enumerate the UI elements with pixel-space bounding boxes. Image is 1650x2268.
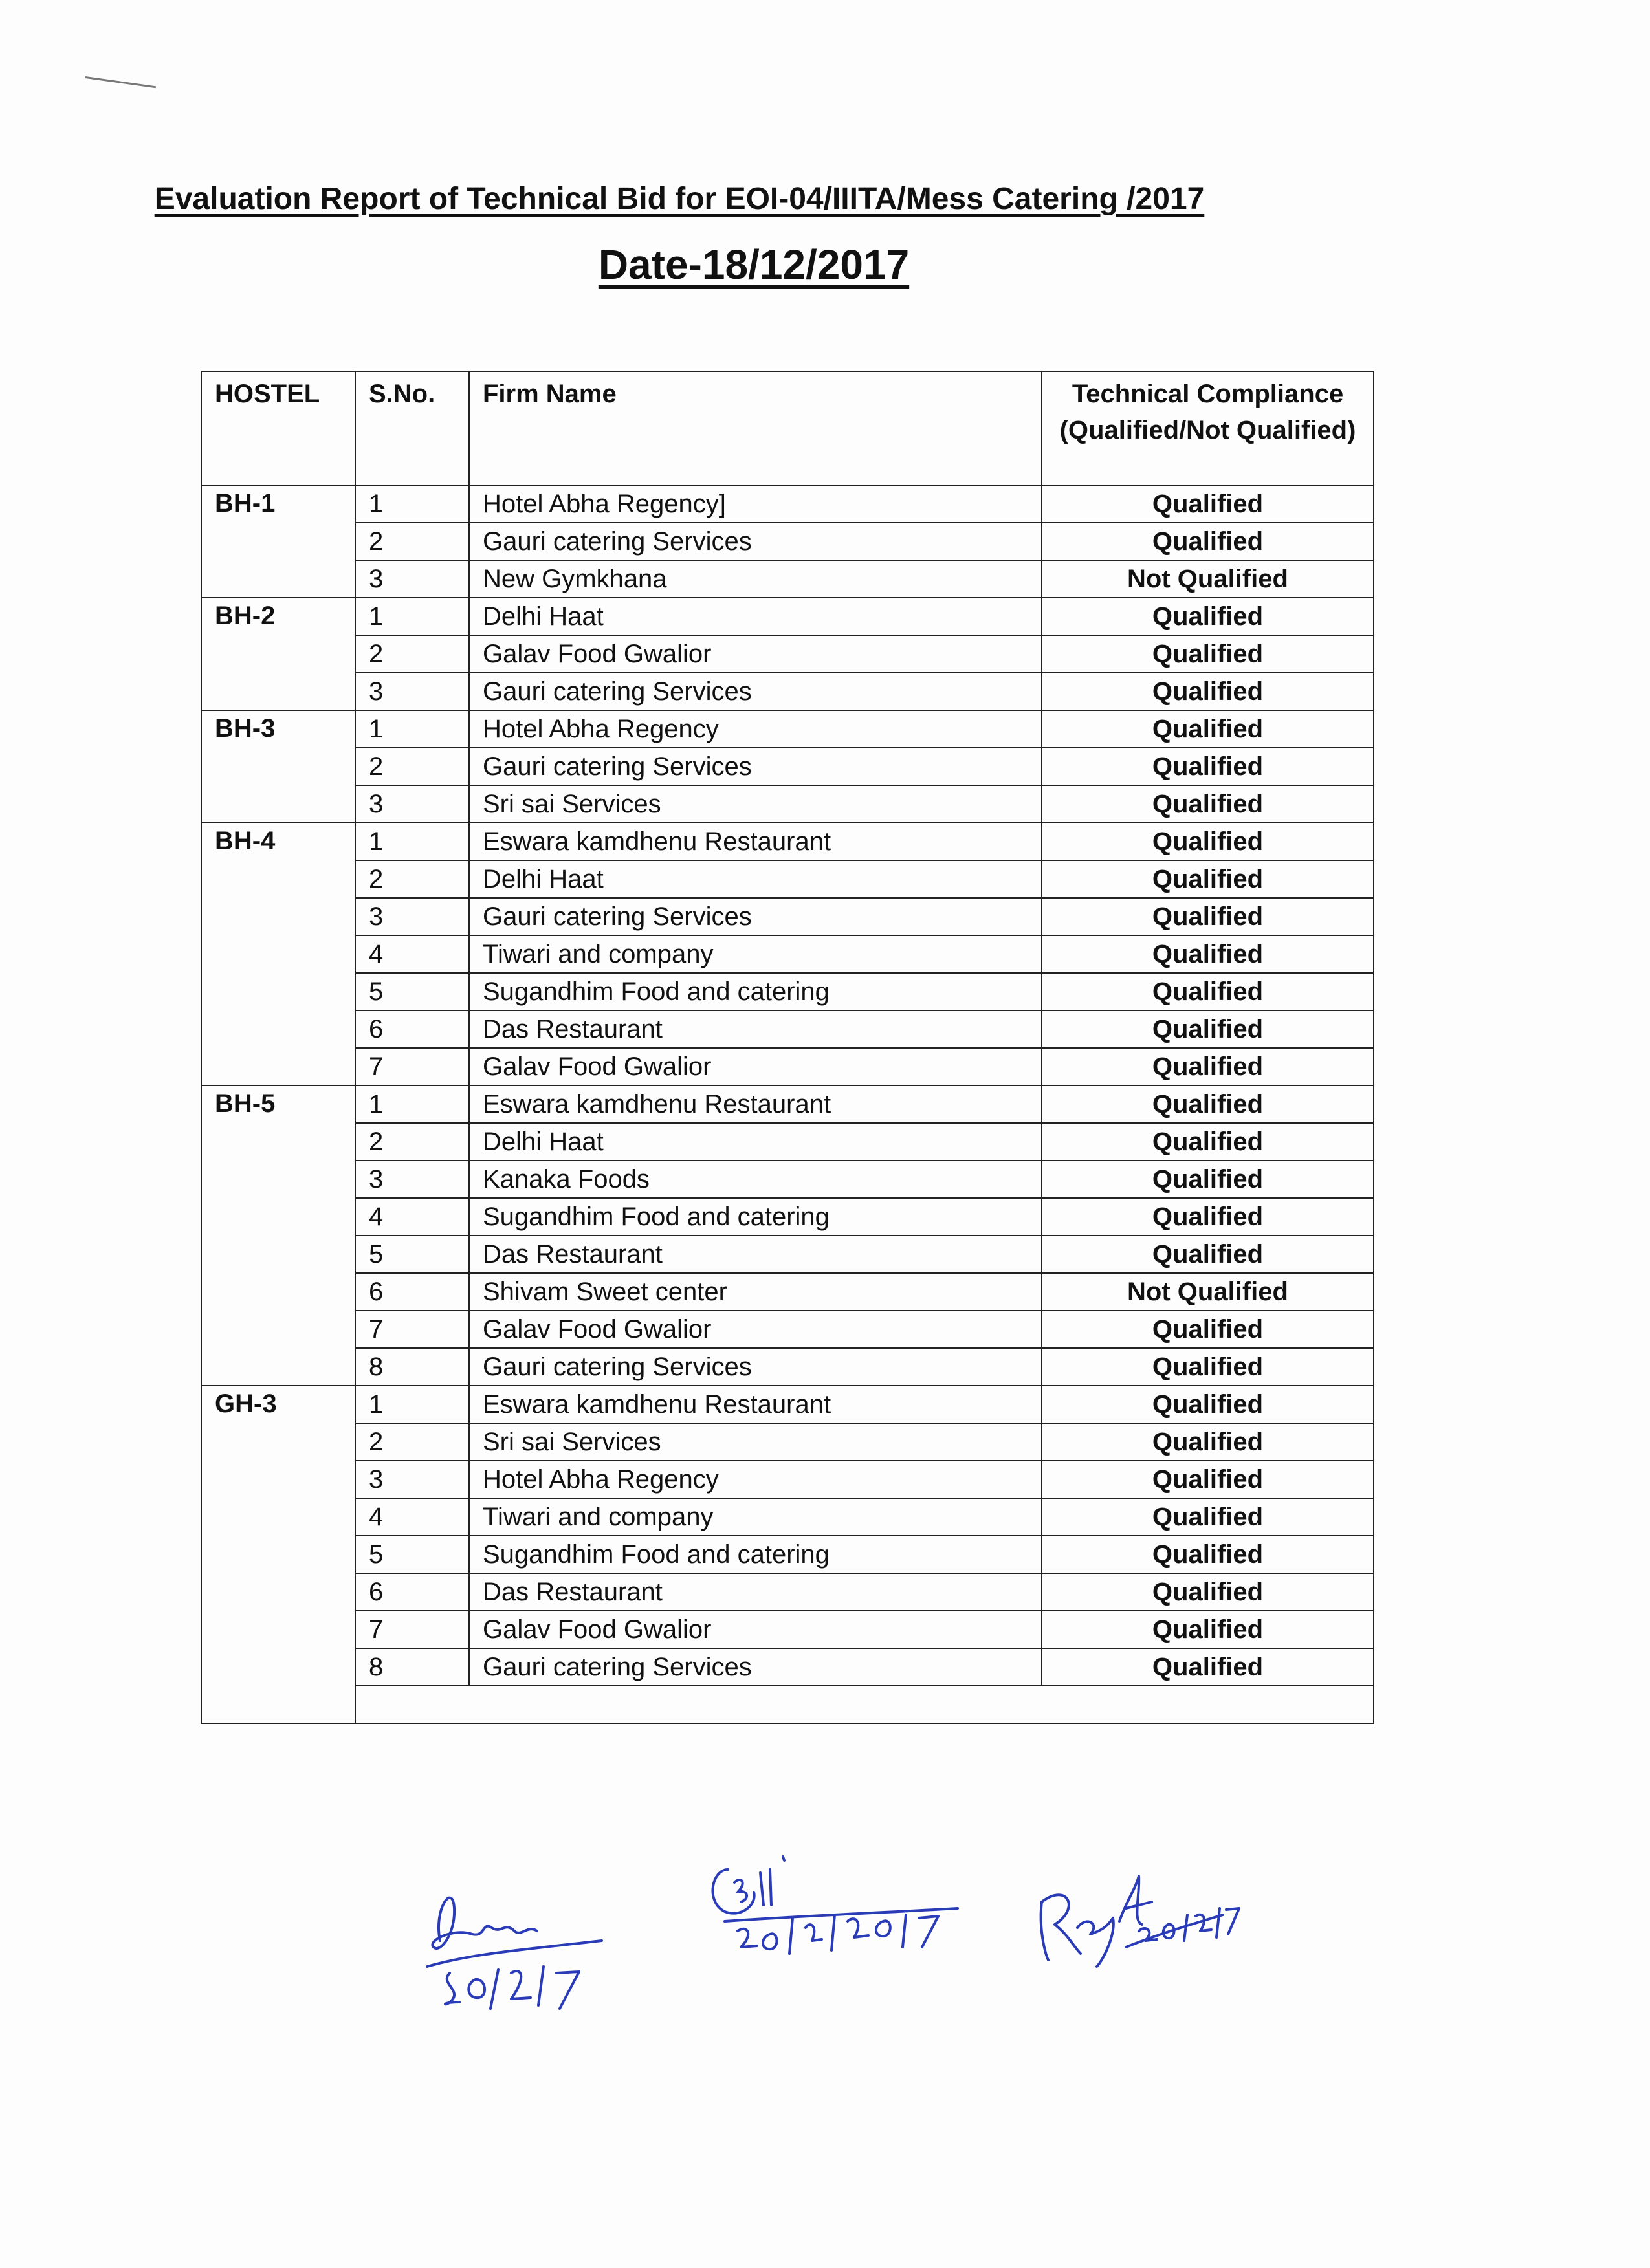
compliance-cell: Qualified [1042,673,1374,710]
sno-cell: 8 [355,1648,469,1686]
compliance-cell: Qualified [1042,935,1374,973]
firm-name-cell: Galav Food Gwalior [469,1048,1042,1085]
firm-name-cell: Kanaka Foods [469,1161,1042,1198]
sno-cell: 3 [355,1461,469,1498]
table-row [201,1648,1374,1686]
compliance-cell: Qualified [1042,1198,1374,1236]
table-row [201,1573,1374,1611]
table-row [201,1611,1374,1648]
firm-name-cell: Shivam Sweet center [469,1273,1042,1311]
compliance-cell: Qualified [1042,1573,1374,1611]
firm-name-cell: Sri sai Services [469,1423,1042,1461]
table-row [201,1461,1374,1498]
firm-name-cell: Gauri catering Services [469,523,1042,560]
compliance-cell: Qualified [1042,1048,1374,1085]
table-row [201,485,1374,523]
table-row [201,748,1374,785]
firm-name-cell: Gauri catering Services [469,898,1042,935]
sno-cell: 6 [355,1573,469,1611]
firm-name-cell: Delhi Haat [469,860,1042,898]
table-row [201,1123,1374,1161]
compliance-cell: Qualified [1042,823,1374,860]
compliance-cell: Qualified [1042,1386,1374,1423]
firm-name-cell: Gauri catering Services [469,748,1042,785]
sno-cell: 2 [355,635,469,673]
table-row [201,860,1374,898]
compliance-cell: Qualified [1042,1498,1374,1536]
table-row [201,598,1374,635]
compliance-cell: Qualified [1042,898,1374,935]
sno-cell: 5 [355,973,469,1010]
sno-cell: 1 [355,598,469,635]
compliance-cell: Qualified [1042,1611,1374,1648]
hostel-cell: BH-2 [201,598,355,710]
compliance-cell: Qualified [1042,1085,1374,1123]
hostel-cell: BH-5 [201,1085,355,1386]
firm-name-cell: Eswara kamdhenu Restaurant [469,1085,1042,1123]
firm-name-cell: Galav Food Gwalior [469,1311,1042,1348]
sno-cell: 5 [355,1236,469,1273]
sno-cell: 6 [355,1273,469,1311]
signature-2-graphic [699,1844,971,1973]
table-row [201,1348,1374,1386]
signature-3-graphic [1029,1863,1236,1986]
table-row [201,1236,1374,1273]
sno-cell: 4 [355,935,469,973]
scan-mark [85,76,156,88]
compliance-cell: Qualified [1042,485,1374,523]
compliance-cell: Qualified [1042,973,1374,1010]
report-title: Evaluation Report of Technical Bid for EOI-04/IIITA/Mess Catering /2017 [154,182,1205,216]
sno-cell: 2 [355,748,469,785]
header-hostel: HOSTEL [201,371,355,485]
firm-name-cell: Hotel Abha Regency [469,1461,1042,1498]
sno-cell: 3 [355,560,469,598]
table-row [201,1423,1374,1461]
sno-cell: 1 [355,1085,469,1123]
table-row [201,785,1374,823]
firm-name-cell: Eswara kamdhenu Restaurant [469,1386,1042,1423]
compliance-cell: Qualified [1042,598,1374,635]
sno-cell: 1 [355,823,469,860]
table-header-row [201,371,1374,485]
sno-cell: 8 [355,1348,469,1386]
compliance-cell: Qualified [1042,1161,1374,1198]
sno-cell: 6 [355,1010,469,1048]
firm-name-cell: Eswara kamdhenu Restaurant [469,823,1042,860]
firm-name-cell: Galav Food Gwalior [469,635,1042,673]
blank-cell [355,1686,1374,1723]
table-row [201,1048,1374,1085]
compliance-cell: Qualified [1042,523,1374,560]
table-row [201,523,1374,560]
compliance-cell: Qualified [1042,1348,1374,1386]
table-row [201,973,1374,1010]
sno-cell: 7 [355,1311,469,1348]
header-technical-compliance: Technical Compliance (Qualified/Not Qualified) [1042,371,1374,485]
firm-name-cell: Gauri catering Services [469,1648,1042,1686]
firm-name-cell: Gauri catering Services [469,1348,1042,1386]
sno-cell: 3 [355,785,469,823]
hostel-cell: BH-3 [201,710,355,823]
sno-cell: 5 [355,1536,469,1573]
compliance-cell: Qualified [1042,1311,1374,1348]
sno-cell: 1 [355,710,469,748]
sno-cell: 2 [355,1423,469,1461]
firm-name-cell: Das Restaurant [469,1010,1042,1048]
firm-name-cell: Das Restaurant [469,1236,1042,1273]
sno-cell: 2 [355,523,469,560]
sno-cell: 2 [355,860,469,898]
firm-name-cell: Hotel Abha Regency] [469,485,1042,523]
firm-name-cell: Sugandhim Food and catering [469,973,1042,1010]
table-row [201,673,1374,710]
table-row [201,710,1374,748]
blank-row [201,1686,1374,1723]
compliance-cell: Qualified [1042,1423,1374,1461]
firm-name-cell: Delhi Haat [469,598,1042,635]
compliance-cell: Qualified [1042,860,1374,898]
compliance-cell: Qualified [1042,1010,1374,1048]
sno-cell: 7 [355,1611,469,1648]
firm-name-cell: Galav Food Gwalior [469,1611,1042,1648]
header-sno: S.No. [355,371,469,485]
sno-cell: 1 [355,1386,469,1423]
firm-name-cell: Delhi Haat [469,1123,1042,1161]
hostel-cell: GH-3 [201,1386,355,1723]
sno-cell: 7 [355,1048,469,1085]
compliance-cell: Qualified [1042,635,1374,673]
table-row [201,823,1374,860]
firm-name-cell: Tiwari and company [469,935,1042,973]
sno-cell: 1 [355,485,469,523]
signature-3 [1029,1863,1236,1986]
firm-name-cell: Das Restaurant [469,1573,1042,1611]
compliance-cell: Qualified [1042,1461,1374,1498]
firm-name-cell: Sugandhim Food and catering [469,1198,1042,1236]
sno-cell: 2 [355,1123,469,1161]
hostel-cell: BH-4 [201,823,355,1085]
table-row [201,1010,1374,1048]
signature-1-graphic [414,1870,621,2018]
compliance-cell: Qualified [1042,1536,1374,1573]
header-firm-name: Firm Name [469,371,1042,485]
compliance-cell: Qualified [1042,1648,1374,1686]
firm-name-cell: Sugandhim Food and catering [469,1536,1042,1573]
compliance-cell: Qualified [1042,748,1374,785]
table-row [201,1161,1374,1198]
table-row [201,1498,1374,1536]
evaluation-table [201,371,1374,1724]
compliance-cell: Qualified [1042,785,1374,823]
table-row [201,1311,1374,1348]
report-date: Date-18/12/2017 [598,241,910,288]
compliance-cell: Qualified [1042,1123,1374,1161]
table-row [201,1273,1374,1311]
sno-cell: 3 [355,673,469,710]
compliance-cell: Not Qualified [1042,1273,1374,1311]
table-body [201,485,1374,1723]
compliance-cell: Qualified [1042,1236,1374,1273]
compliance-cell: Qualified [1042,710,1374,748]
table-row [201,1386,1374,1423]
sno-cell: 3 [355,1161,469,1198]
firm-name-cell: Tiwari and company [469,1498,1042,1536]
table-row [201,1536,1374,1573]
table-row [201,1198,1374,1236]
hostel-cell: BH-1 [201,485,355,598]
sno-cell: 4 [355,1498,469,1536]
signature-2 [699,1844,971,1973]
table-row [201,935,1374,973]
table-row [201,635,1374,673]
firm-name-cell: Sri sai Services [469,785,1042,823]
firm-name-cell: New Gymkhana [469,560,1042,598]
firm-name-cell: Gauri catering Services [469,673,1042,710]
table-row [201,1085,1374,1123]
table-row [201,898,1374,935]
signature-1 [414,1870,621,2018]
table-row [201,560,1374,598]
firm-name-cell: Hotel Abha Regency [469,710,1042,748]
compliance-cell: Not Qualified [1042,560,1374,598]
sno-cell: 3 [355,898,469,935]
sno-cell: 4 [355,1198,469,1236]
